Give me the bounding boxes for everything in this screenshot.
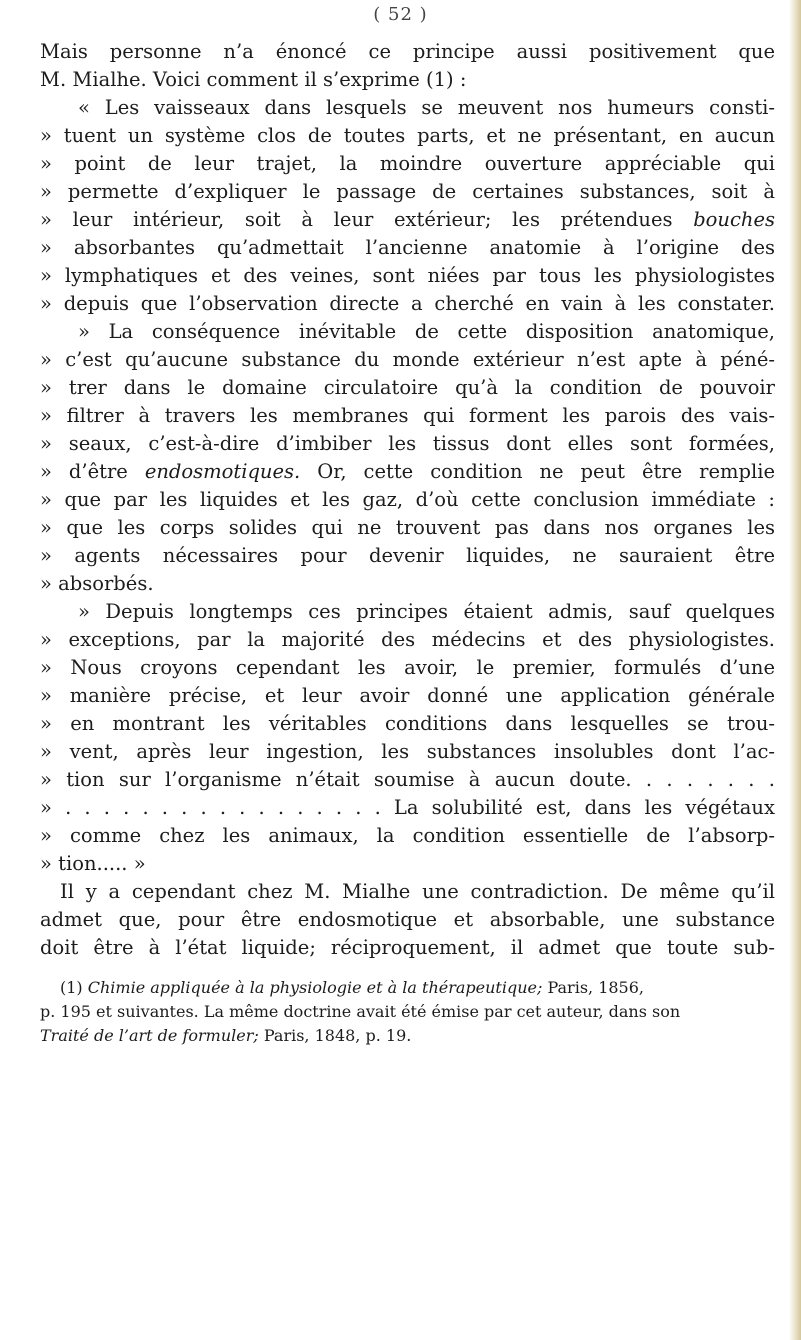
- page-number: ( 52 ): [373, 4, 428, 25]
- text-line: » Depuis longtemps ces principes étaient admis, sauf quelques: [78, 600, 775, 623]
- text-line: » lymphatiques et des veines, sont niées par tous les physiologistes: [40, 264, 775, 287]
- footnote-line: p. 195 et suivantes. La même doctrine avait été émise par cet auteur, dans son: [40, 1002, 681, 1021]
- italic-endosmotiques: endosmotiques.: [144, 460, 301, 483]
- text-line: Il y a cependant chez M. Mialhe une contradiction. De même qu’il: [60, 880, 775, 903]
- text-line: » absorbantes qu’admettait l’ancienne anatomie à l’origine des: [40, 236, 775, 259]
- text-line: » trer dans le domaine circulatoire qu’à la condition de pouvoir: [40, 376, 775, 399]
- text-line: » La conséquence inévitable de cette disposition anatomique,: [78, 320, 775, 343]
- text-line: » seaux, c’est-à-dire d’imbiber les tissus dont elles sont formées,: [40, 432, 775, 455]
- text-line: » depuis que l’observation directe a cherché en vain à les constater.: [40, 292, 775, 315]
- text-line: » tion sur l’organisme n’était soumise à aucun doute. . . . . . . .: [40, 768, 775, 791]
- text-line: » c’est qu’aucune substance du monde extérieur n’est apte à péné-: [40, 348, 775, 371]
- text-line: » que les corps solides qui ne trouvent pas dans nos organes les: [40, 516, 775, 539]
- text-line: » tuent un système clos de toutes parts, et ne présentant, en aucun: [40, 124, 775, 147]
- italic-bouches: bouches: [693, 208, 775, 231]
- text-line: » que par les liquides et les gaz, d’où cette conclusion immédiate :: [40, 488, 775, 511]
- text-line: » . . . . . . . . . . . . . . . . . La solubilité est, dans les végétaux: [40, 796, 775, 819]
- text-line: » filtrer à travers les membranes qui forment les parois des vais-: [40, 404, 775, 427]
- text-line: « Les vaisseaux dans lesquels se meuvent nos humeurs consti-: [78, 96, 775, 119]
- text-line: M. Mialhe. Voici comment il s’exprime (1) :: [40, 68, 467, 91]
- footnote-line: Traité de l’art de formuler; Paris, 1848, p. 19.: [40, 1026, 412, 1045]
- footnote-line: (1) Chimie appliquée à la physiologie et à la thérapeutique; Paris, 1856,: [60, 978, 644, 997]
- text-line: » leur intérieur, soit à leur extérieur; les prétendues bouches: [40, 208, 775, 231]
- text-line: Mais personne n’a énoncé ce principe aussi positivement que: [40, 40, 775, 63]
- text-line: » vent, après leur ingestion, les substances insolubles dont l’ac-: [40, 740, 775, 763]
- text-line: » en montrant les véritables conditions dans lesquelles se trou-: [40, 712, 775, 735]
- text-line: » exceptions, par la majorité des médecins et des physiologistes.: [40, 628, 775, 651]
- text-line: » tion..... »: [40, 852, 146, 875]
- text-line: » Nous croyons cependant les avoir, le premier, formulés d’une: [40, 656, 775, 679]
- text-line: » point de leur trajet, la moindre ouverture appréciable qui: [40, 152, 775, 175]
- text-line: » manière précise, et leur avoir donné une application générale: [40, 684, 775, 707]
- text-line: » absorbés.: [40, 572, 154, 595]
- text-line: » agents nécessaires pour devenir liquides, ne sauraient être: [40, 544, 775, 567]
- text-line: » comme chez les animaux, la condition essentielle de l’absorp-: [40, 824, 775, 847]
- text-line: » permette d’expliquer le passage de certaines substances, soit à: [40, 180, 775, 203]
- page-edge: [789, 0, 801, 1340]
- text-line: » d’être endosmotiques. Or, cette condition ne peut être remplie: [40, 460, 775, 483]
- text-line: doit être à l’état liquide; réciproquement, il admet que toute sub-: [40, 936, 775, 959]
- text-line: admet que, pour être endosmotique et absorbable, une substance: [40, 908, 775, 931]
